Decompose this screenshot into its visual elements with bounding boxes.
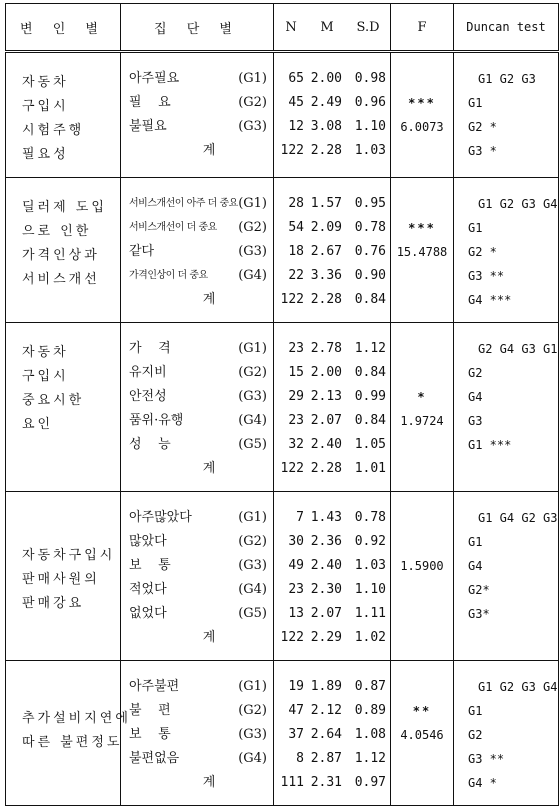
mean-value: 1.43 [310, 510, 342, 525]
sd-value: 1.12 [354, 341, 386, 356]
duncan-line: G2 * [468, 120, 497, 134]
group-code: (G2) [238, 365, 267, 380]
n-value: 19 [288, 679, 304, 694]
f-value [391, 602, 453, 626]
group-label-row [121, 626, 273, 650]
f-value [391, 433, 453, 457]
sd-cell [346, 661, 391, 806]
group-cell [121, 178, 274, 323]
group-code: (G4) [238, 268, 267, 283]
table-body [6, 52, 559, 806]
group-label-row [121, 337, 273, 361]
n-value: 111 [280, 775, 304, 790]
mean-value: 2.13 [310, 389, 342, 404]
mean-value: 2.31 [310, 775, 342, 790]
f-value [391, 264, 453, 288]
significance-stars: *** [408, 96, 436, 110]
variable-label: 판매강요 [22, 596, 85, 611]
duncan-line: G2* [468, 583, 490, 597]
duncan-line: G1 [468, 221, 483, 235]
sd-value: 1.03 [354, 558, 386, 573]
mean-value: 2.07 [310, 413, 342, 428]
duncan-line [454, 626, 558, 650]
n-value: 122 [280, 143, 304, 158]
group-label-row [121, 602, 273, 626]
sd-value: 0.78 [354, 220, 386, 235]
group-label-row [121, 506, 273, 530]
significance-stars: * [417, 390, 427, 404]
group-cell [121, 323, 274, 492]
f-value [391, 139, 453, 163]
f-value [391, 530, 453, 554]
group-label: 필 요 [129, 95, 171, 110]
mean-value: 2.78 [310, 341, 342, 356]
n-value: 32 [288, 437, 304, 452]
group-code: (G1) [238, 71, 267, 86]
group-label: 서비스개선이 더 중요 [129, 222, 217, 233]
sd-value: 0.89 [354, 703, 386, 718]
group-label-row [121, 216, 273, 240]
sd-value: 0.76 [354, 244, 386, 259]
mean-value: 2.40 [310, 437, 342, 452]
duncan-line: G2 G4 G3 G1 [478, 342, 558, 356]
variable-cell [6, 52, 121, 178]
n-value: 23 [288, 413, 304, 428]
group-label-row [121, 67, 273, 91]
group-label-row [121, 192, 273, 216]
group-label: 보 통 [129, 558, 171, 573]
group-label: 계 [202, 630, 216, 645]
variable-label: 추가설비지연에 [22, 711, 131, 726]
duncan-line: G2 [468, 728, 483, 742]
mean-cell [308, 323, 346, 492]
f-cell [391, 52, 454, 178]
mean-value: 2.40 [310, 558, 342, 573]
f-value: 6.0073 [400, 120, 444, 134]
mean-cell [308, 492, 346, 661]
f-value: 4.0546 [400, 728, 444, 742]
duncan-line: G3 [468, 414, 483, 428]
duncan-line: G4 [468, 559, 483, 573]
group-label: 유지비 [129, 365, 167, 380]
variable-cell [6, 492, 121, 661]
group-label: 불필요 [129, 119, 167, 134]
n-cell [274, 52, 309, 178]
n-value: 30 [288, 534, 304, 549]
group-label-row [121, 139, 273, 163]
duncan-line: G3* [468, 607, 490, 621]
sd-cell [346, 178, 391, 323]
group-label: 계 [202, 143, 216, 158]
group-code: (G2) [238, 534, 267, 549]
mean-value: 3.08 [310, 119, 342, 134]
group-label: 품위·유행 [129, 413, 184, 428]
sd-value: 0.98 [354, 71, 386, 86]
duncan-line: G2 * [468, 245, 497, 259]
group-label: 계 [202, 775, 216, 790]
group-code: (G4) [238, 413, 267, 428]
sd-value: 0.99 [354, 389, 386, 404]
group-code: (G4) [238, 582, 267, 597]
sd-value: 0.84 [354, 365, 386, 380]
group-label: 같다 [129, 244, 155, 259]
sd-value: 1.08 [354, 727, 386, 742]
variable-label: 가격인상과 [22, 248, 100, 263]
sd-cell [346, 52, 391, 178]
f-value [391, 578, 453, 602]
sd-value: 0.84 [354, 292, 386, 307]
n-value: 15 [288, 365, 304, 380]
sd-value: 0.96 [354, 95, 386, 110]
f-value [391, 67, 453, 91]
significance-stars: ** [412, 704, 432, 718]
statistics-table [5, 3, 559, 806]
sd-value: 1.05 [354, 437, 386, 452]
variable-label [6, 520, 120, 544]
f-value [391, 675, 453, 699]
variable-label: 자동차구입시 [22, 548, 116, 563]
group-label: 서비스개선이 아주 더 중요 [129, 198, 238, 209]
duncan-line: G4 [468, 390, 483, 404]
n-cell [274, 661, 309, 806]
group-label-row [121, 723, 273, 747]
group-code: (G5) [238, 606, 267, 621]
group-label-row [121, 361, 273, 385]
duncan-line: G1 [468, 535, 483, 549]
sd-value: 1.11 [354, 606, 386, 621]
duncan-cell [454, 492, 559, 661]
group-label-row [121, 409, 273, 433]
group-label-row [121, 675, 273, 699]
document-page [5, 3, 558, 790]
sd-value: 1.10 [354, 119, 386, 134]
n-value: 23 [288, 582, 304, 597]
group-label-row [121, 699, 273, 723]
n-value: 18 [288, 244, 304, 259]
header-n: N [274, 4, 309, 52]
mean-value: 2.28 [310, 292, 342, 307]
n-value: 65 [288, 71, 304, 86]
mean-value: 2.28 [310, 143, 342, 158]
f-value [391, 626, 453, 650]
group-cell [121, 52, 274, 178]
mean-value: 2.28 [310, 461, 342, 476]
group-label-row [121, 554, 273, 578]
group-label-row [121, 771, 273, 795]
sd-value: 0.78 [354, 510, 386, 525]
group-label: 가격인상이 더 중요 [129, 270, 208, 281]
group-label: 성 능 [129, 437, 171, 452]
f-value: 1.5900 [400, 559, 444, 573]
group-code: (G2) [238, 220, 267, 235]
group-code: (G1) [238, 510, 267, 525]
f-cell [391, 178, 454, 323]
duncan-line: G3 ** [468, 269, 505, 283]
sd-value: 1.12 [354, 751, 386, 766]
mean-cell [308, 178, 346, 323]
group-label-row [121, 433, 273, 457]
duncan-line: G1 G2 G3 G4 [478, 197, 558, 211]
group-label-row [121, 240, 273, 264]
table-section [6, 661, 559, 806]
sd-value: 1.01 [354, 461, 386, 476]
duncan-line [454, 457, 558, 481]
f-value: 15.4788 [396, 245, 448, 259]
variable-label: 요인 [22, 417, 54, 432]
mean-value: 2.36 [310, 534, 342, 549]
mean-value: 2.00 [310, 365, 342, 380]
variable-label: 필요성 [22, 147, 69, 162]
group-code: (G2) [238, 703, 267, 718]
f-value: 1.9724 [400, 414, 444, 428]
group-code: (G3) [238, 727, 267, 742]
variable-label [6, 683, 120, 707]
duncan-line: G4 * [468, 776, 497, 790]
duncan-line: G1 [468, 704, 483, 718]
duncan-line: G3 ** [468, 752, 505, 766]
f-value [391, 361, 453, 385]
f-cell [391, 661, 454, 806]
table-section [6, 52, 559, 178]
n-cell [274, 492, 309, 661]
n-value: 8 [296, 751, 304, 766]
n-value: 122 [280, 461, 304, 476]
mean-value: 3.36 [310, 268, 342, 283]
mean-value: 2.87 [310, 751, 342, 766]
duncan-line: G4 *** [468, 293, 512, 307]
header-m: M [308, 4, 346, 52]
mean-value: 1.89 [310, 679, 342, 694]
n-value: 37 [288, 727, 304, 742]
group-label: 계 [202, 292, 216, 307]
sd-value: 0.92 [354, 534, 386, 549]
group-code: (G5) [238, 437, 267, 452]
group-label-row [121, 457, 273, 481]
mean-value: 1.57 [310, 196, 342, 211]
n-value: 23 [288, 341, 304, 356]
group-label-row [121, 747, 273, 771]
mean-value: 2.67 [310, 244, 342, 259]
f-value [391, 288, 453, 312]
variable-label: 구입시 [22, 99, 69, 114]
sd-value: 0.87 [354, 679, 386, 694]
f-value [391, 457, 453, 481]
group-label: 보 통 [129, 727, 171, 742]
header-variable: 변 인 별 [6, 4, 121, 52]
duncan-line: G1 G2 G3 [478, 72, 536, 86]
duncan-line: G1 [468, 96, 483, 110]
group-label: 안전성 [129, 389, 167, 404]
mean-value: 2.29 [310, 630, 342, 645]
f-value [391, 337, 453, 361]
sd-value: 1.03 [354, 143, 386, 158]
group-code: (G2) [238, 95, 267, 110]
variable-label: 으로 인한 [22, 224, 92, 239]
group-code: (G3) [238, 558, 267, 573]
duncan-line: G1 *** [468, 438, 512, 452]
mean-cell [308, 661, 346, 806]
n-value: 29 [288, 389, 304, 404]
variable-label: 중요시한 [22, 393, 85, 408]
f-value [391, 506, 453, 530]
variable-label: 자동차 [22, 75, 69, 90]
variable-label: 구입시 [22, 369, 69, 384]
table-section [6, 492, 559, 661]
group-label-row [121, 578, 273, 602]
group-cell [121, 661, 274, 806]
group-label-row [121, 288, 273, 312]
f-value [391, 192, 453, 216]
variable-label: 딜러제 도입 [22, 200, 107, 215]
duncan-line: G1 G4 G2 G3 [478, 511, 558, 525]
mean-value: 2.00 [310, 71, 342, 86]
group-code: (G3) [238, 389, 267, 404]
mean-value: 2.09 [310, 220, 342, 235]
table-section [6, 178, 559, 323]
sd-value: 0.95 [354, 196, 386, 211]
group-cell [121, 492, 274, 661]
group-label: 아주불편 [129, 679, 180, 694]
duncan-cell [454, 323, 559, 492]
mean-value: 2.49 [310, 95, 342, 110]
n-value: 49 [288, 558, 304, 573]
mean-value: 2.12 [310, 703, 342, 718]
group-label-row [121, 264, 273, 288]
n-cell [274, 323, 309, 492]
variable-label: 시험주행 [22, 123, 85, 138]
sd-value: 0.90 [354, 268, 386, 283]
n-value: 54 [288, 220, 304, 235]
group-code: (G1) [238, 196, 267, 211]
n-value: 12 [288, 119, 304, 134]
variable-label: 따른 불편정도 [22, 735, 123, 750]
group-label: 없었다 [129, 606, 167, 621]
group-code: (G1) [238, 679, 267, 694]
significance-stars: *** [408, 221, 436, 235]
group-label: 불 편 [129, 703, 171, 718]
group-label-row [121, 115, 273, 139]
n-value: 7 [296, 510, 304, 525]
variable-cell [6, 323, 121, 492]
duncan-line: G1 G2 G3 G4 [478, 680, 558, 694]
sd-value: 0.84 [354, 413, 386, 428]
header-f: F [391, 4, 454, 52]
f-value [391, 747, 453, 771]
duncan-cell [454, 52, 559, 178]
duncan-cell [454, 178, 559, 323]
group-label: 적었다 [129, 582, 167, 597]
header-sd: S.D [346, 4, 391, 52]
mean-value: 2.07 [310, 606, 342, 621]
n-value: 13 [288, 606, 304, 621]
sd-cell [346, 492, 391, 661]
variable-label: 서비스개선 [22, 272, 100, 287]
group-label-row [121, 530, 273, 554]
mean-value: 2.64 [310, 727, 342, 742]
sd-value: 0.97 [354, 775, 386, 790]
n-value: 22 [288, 268, 304, 283]
f-cell [391, 323, 454, 492]
group-label: 아주많았다 [129, 510, 192, 525]
group-code: (G3) [238, 119, 267, 134]
mean-cell [308, 52, 346, 178]
header-duncan: Duncan test [454, 4, 559, 52]
duncan-line: G2 [468, 366, 483, 380]
table-header-row [6, 4, 559, 52]
table-section [6, 323, 559, 492]
mean-value: 2.30 [310, 582, 342, 597]
n-value: 28 [288, 196, 304, 211]
sd-cell [346, 323, 391, 492]
group-label: 많았다 [129, 534, 167, 549]
duncan-line: G3 * [468, 144, 497, 158]
group-label: 계 [202, 461, 216, 476]
sd-value: 1.02 [354, 630, 386, 645]
duncan-cell [454, 661, 559, 806]
group-code: (G1) [238, 341, 267, 356]
group-label-row [121, 91, 273, 115]
group-label: 가 격 [129, 341, 171, 356]
group-label-row [121, 385, 273, 409]
sd-value: 1.10 [354, 582, 386, 597]
group-label: 불편없음 [129, 751, 180, 766]
n-value: 122 [280, 630, 304, 645]
variable-label: 자동차 [22, 345, 69, 360]
n-value: 122 [280, 292, 304, 307]
n-value: 45 [288, 95, 304, 110]
f-cell [391, 492, 454, 661]
group-code: (G4) [238, 751, 267, 766]
group-label: 아주필요 [129, 71, 180, 86]
f-value [391, 771, 453, 795]
group-code: (G3) [238, 244, 267, 259]
header-group: 집 단 별 [121, 4, 274, 52]
variable-cell [6, 661, 131, 806]
variable-label: 판매사원의 [22, 572, 100, 587]
n-cell [274, 178, 309, 323]
n-value: 47 [288, 703, 304, 718]
variable-cell [6, 178, 121, 323]
